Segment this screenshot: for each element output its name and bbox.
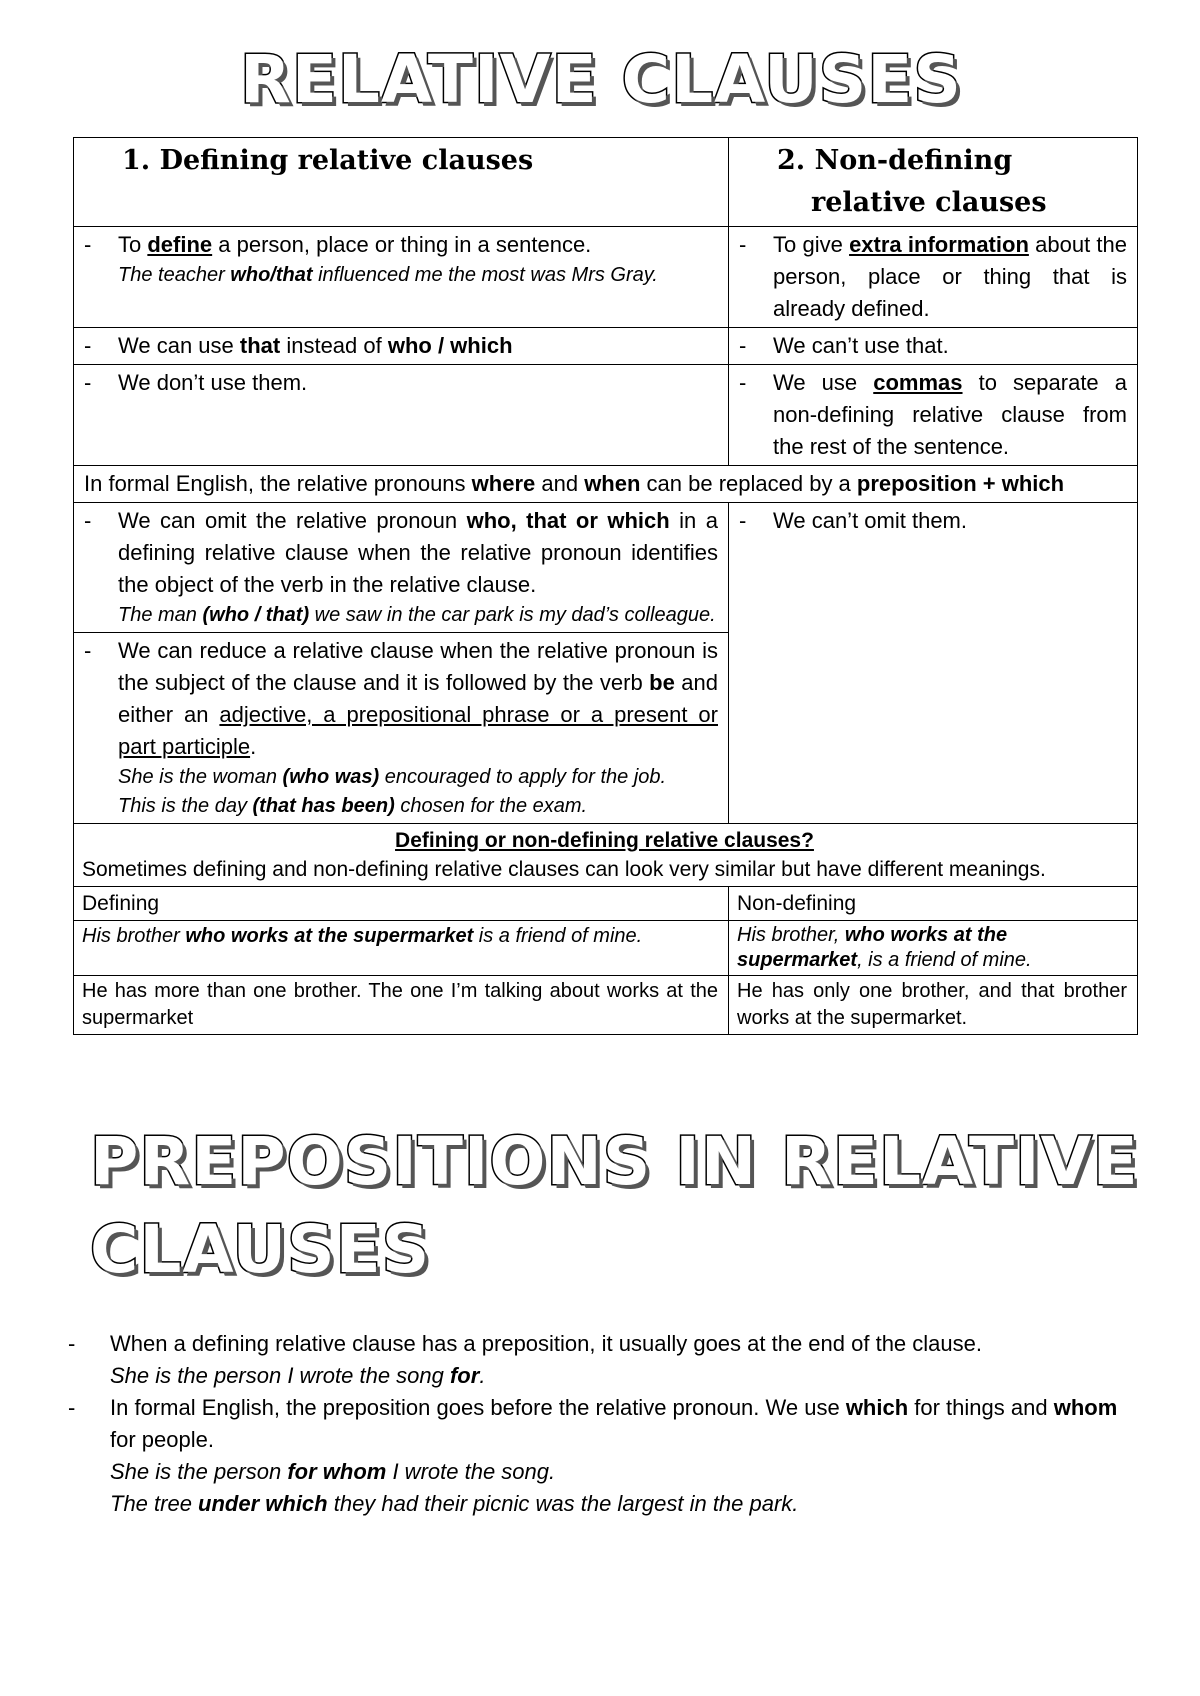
example-sentence: She is the person for whom I wrote the song.: [110, 1459, 556, 1484]
column-label-defining: Defining: [74, 887, 729, 921]
list-item: We can use that instead of who / which: [118, 333, 513, 358]
table-row: [74, 887, 1138, 921]
list-item: To give extra information about the person, place or thing that is already defined.: [773, 232, 1127, 321]
table-cell: [74, 227, 729, 328]
section-title: PREPOSITIONS IN RELATIVE CLAUSES: [90, 1123, 1139, 1288]
nondefining-header-line1: 2. Non-defining: [777, 145, 1013, 176]
rule-text: When a defining relative clause has a preposition, it usually goes at the end of the clause.: [110, 1331, 982, 1356]
nondefining-header-line2: relative clauses: [811, 187, 1047, 218]
example-sentence: The tree under which they had their picnic was the largest in the park.: [110, 1491, 799, 1516]
bullet-dash: -: [739, 333, 747, 358]
bullet-dash: -: [84, 508, 92, 533]
table-row: [74, 503, 1138, 633]
defining-meaning: He has more than one brother. The one I’m talking about works at the supermarket: [74, 976, 729, 1035]
nondefining-meaning: He has only one brother, and that brother works at the supermarket.: [729, 976, 1138, 1035]
table-cell: [74, 633, 729, 824]
list-item: [68, 1392, 1138, 1520]
defining-example: His brother who works at the supermarket is a friend of mine.: [74, 921, 729, 976]
nondefining-example: His brother, who works at the supermarket, is a friend of mine.: [729, 921, 1138, 976]
table-row: [74, 976, 1138, 1035]
bullet-dash: -: [739, 508, 747, 533]
table-cell: [729, 328, 1138, 365]
list-item: [68, 1328, 1138, 1392]
list-item: We can’t omit them.: [773, 508, 967, 533]
example-sentence: This is the day (that has been) chosen for the exam.: [118, 795, 588, 817]
page-title: RELATIVE CLAUSES: [240, 41, 962, 118]
table-row: [74, 328, 1138, 365]
example-sentence: She is the woman (who was) encouraged to apply for the job.: [118, 766, 667, 788]
table-cell: [729, 503, 1138, 824]
list-item: We don’t use them.: [118, 370, 308, 395]
list-item: To define a person, place or thing in a sentence. The teacher who/that influenced me the most was Mrs Gray.: [118, 229, 718, 290]
example-sentence: The man (who / that) we saw in the car park is my dad’s colleague.: [118, 604, 716, 626]
defining-header: [74, 138, 729, 227]
defining-header-text: 1. Defining relative clauses: [122, 145, 534, 176]
list-item: We can reduce a relative clause when the relative pronoun is the subject of the clause and it is followed by the verb be and either an adjective, a prepositional phrase or a present or part participle. She is the woman (who was) encouraged to apply for the job. This is the day (that has been) chosen for the exam.: [118, 635, 718, 821]
table-cell: [74, 328, 729, 365]
relative-clauses-table: [73, 137, 1138, 1035]
example-sentence: The teacher who/that influenced me the most was Mrs Gray.: [118, 264, 658, 286]
bullet-dash: -: [84, 370, 92, 395]
table-row: [74, 466, 1138, 503]
bullet-dash: -: [84, 638, 92, 663]
comparison-heading: Defining or non-defining relative clauses?: [395, 829, 814, 852]
bullet-dash: -: [68, 1331, 76, 1356]
table-row: [74, 227, 1138, 328]
table-cell: [729, 365, 1138, 466]
table-row: [74, 921, 1138, 976]
table-cell: [729, 227, 1138, 328]
bullet-dash: -: [84, 333, 92, 358]
list-item: We use commas to separate a non-defining relative clause from the rest of the sentence.: [773, 370, 1127, 459]
list-item: We can omit the relative pronoun who, that or which in a defining relative clause when the relative pronoun identifies the object of the verb in the relative clause. The man (who / that) we saw in the car park is my dad’s colleague.: [118, 505, 718, 630]
bullet-dash: -: [68, 1395, 76, 1420]
list-item: We can’t use that.: [773, 333, 949, 358]
table-header-row: [74, 138, 1138, 227]
bullet-dash: -: [84, 232, 92, 257]
bullet-dash: -: [739, 370, 747, 395]
table-cell: [74, 503, 729, 633]
example-sentence: She is the person I wrote the song for.: [110, 1363, 486, 1388]
column-label-nondefining: Non-defining: [729, 887, 1138, 921]
prepositions-list: [68, 1328, 1138, 1520]
table-row: [74, 824, 1138, 887]
comparison-note: Sometimes defining and non-defining relative clauses can look very similar but have different meanings.: [82, 858, 1046, 881]
rule-text: In formal English, the preposition goes before the relative pronoun. We use which for things and whom for people.: [110, 1395, 1118, 1452]
comparison-heading-cell: [74, 824, 1138, 887]
formal-english-note: In formal English, the relative pronouns where and when can be replaced by a preposition + which: [74, 466, 1138, 503]
table-row: [74, 365, 1138, 466]
nondefining-header: [729, 138, 1138, 227]
bullet-dash: -: [739, 232, 747, 257]
table-cell: [74, 365, 729, 466]
